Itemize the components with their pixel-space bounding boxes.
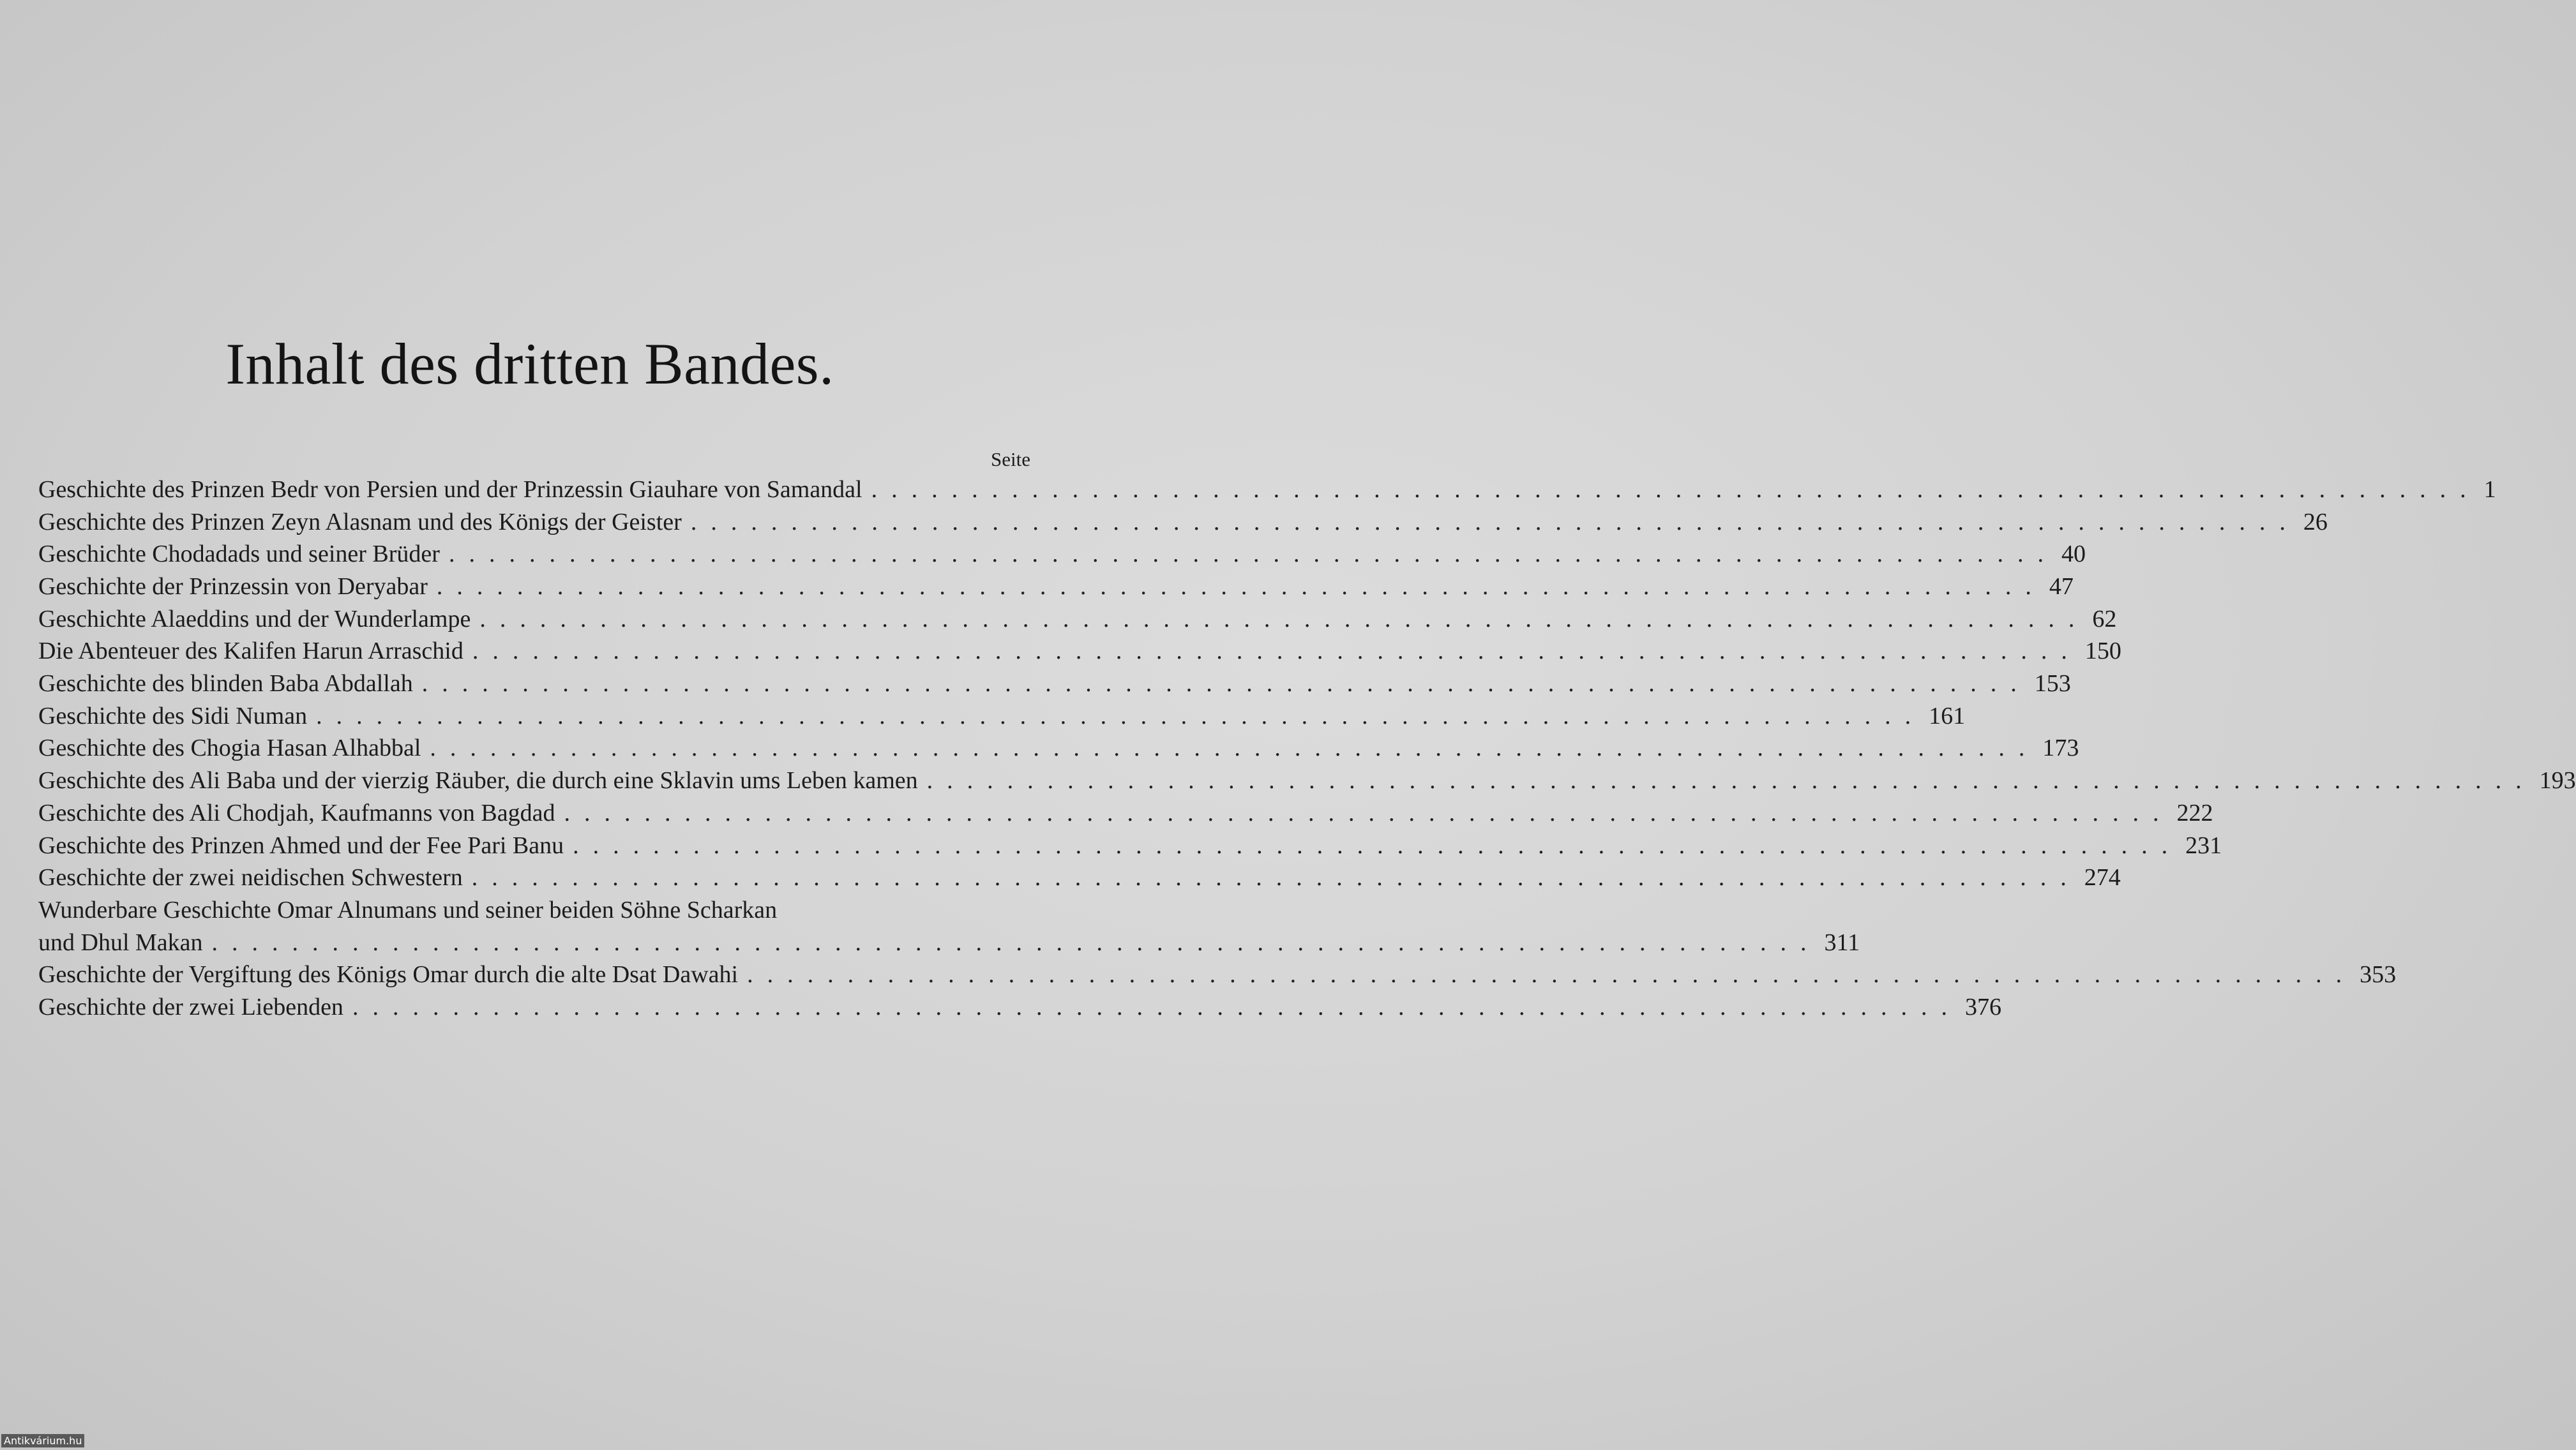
toc-entry bbox=[38, 733, 2079, 765]
toc-entry bbox=[38, 797, 2213, 830]
toc-entry-title: Geschichte des Prinzen Bedr von Persien und der Prinzessin Giauhare von Samandal bbox=[38, 475, 862, 503]
toc-entry bbox=[38, 862, 2121, 894]
dot-leader: ................................................................................ bbox=[479, 605, 2089, 632]
toc-entry-title: und Dhul Makan bbox=[38, 929, 203, 956]
toc-entry bbox=[38, 635, 2121, 668]
toc-entry-title: Geschichte Chodadads und seiner Brüder bbox=[38, 541, 440, 568]
toc-entry-page-number: 193 bbox=[2539, 767, 2576, 795]
toc-entry-page-number: 40 bbox=[2061, 541, 2086, 568]
toc-entry-page-number: 274 bbox=[2084, 864, 2121, 892]
toc-entry bbox=[38, 538, 2086, 571]
dot-leader: ................................................................................ bbox=[352, 993, 1961, 1020]
toc-entry bbox=[38, 506, 2328, 539]
toc-entry-page-number: 1 bbox=[2483, 475, 2496, 503]
toc-entry-page-number: 376 bbox=[1964, 993, 2001, 1020]
toc-entry-title: Geschichte der Vergiftung des Königs Omar durch die alte Dsat Dawahi bbox=[38, 961, 739, 989]
toc-entry bbox=[38, 700, 1966, 733]
toc-entry-page-number: 222 bbox=[2176, 799, 2213, 826]
toc-entry-title: Die Abenteuer des Kalifen Harun Arraschid bbox=[38, 638, 463, 665]
toc-entry-title: Geschichte des blinden Baba Abdallah bbox=[38, 670, 413, 698]
dot-leader: ................................................................................ bbox=[421, 670, 2031, 698]
toc-entry-title: Geschichte des Prinzen Zeyn Alasnam und des Königs der Geister bbox=[38, 508, 682, 535]
toc-entry-page-number: 26 bbox=[2303, 508, 2328, 535]
toc-entry-page-number: 47 bbox=[2049, 573, 2074, 601]
dot-leader: ................................................................................ bbox=[564, 799, 2173, 826]
dot-leader: ................................................................................ bbox=[926, 767, 2536, 795]
toc-entry bbox=[38, 959, 2397, 991]
toc-entry bbox=[38, 571, 2074, 603]
toc-entry-page-number: 62 bbox=[2092, 605, 2117, 632]
toc-entry bbox=[38, 830, 2222, 862]
toc-entry-page-number: 161 bbox=[1929, 702, 1966, 729]
toc-entry bbox=[38, 991, 2001, 1024]
dot-leader: ................................................................................ bbox=[471, 864, 2081, 892]
dot-leader: ................................................................................ bbox=[211, 929, 1821, 956]
toc-entry-line bbox=[38, 894, 1030, 927]
dot-leader: ................................................................................ bbox=[436, 573, 2045, 601]
dot-leader: ................................................................................ bbox=[573, 832, 2182, 859]
watermark: Antikvárium.hu bbox=[1, 1434, 84, 1447]
toc-entry-page-number: 153 bbox=[2034, 670, 2071, 698]
toc-entry-title: Geschichte des Ali Baba und der vierzig Räuber, die durch eine Sklavin ums Leben kamen bbox=[38, 767, 918, 795]
dot-leader: ................................................................................ bbox=[747, 961, 2356, 989]
toc-entry-title: Geschichte Alaeddins und der Wunderlampe bbox=[38, 605, 471, 632]
toc-entry-title: Geschichte des Prinzen Ahmed und der Fee Pari Banu bbox=[38, 832, 564, 859]
table-of-contents bbox=[38, 474, 2576, 1024]
toc-entry-title: Geschichte der Prinzessin von Deryabar bbox=[38, 573, 428, 601]
toc-entry-title: Geschichte des Sidi Numan bbox=[38, 702, 308, 729]
dot-leader: ................................................................................ bbox=[472, 638, 2081, 665]
toc-entry-page-number: 353 bbox=[2360, 961, 2397, 989]
toc-entry bbox=[38, 927, 1860, 959]
toc-entry bbox=[38, 474, 2496, 506]
toc-entry-page-number: 231 bbox=[2185, 832, 2222, 859]
dot-leader: ................................................................................ bbox=[690, 508, 2300, 535]
toc-entry bbox=[38, 668, 2071, 700]
toc-entry-title: Wunderbare Geschichte Omar Alnumans und seiner beiden Söhne Scharkan bbox=[38, 896, 778, 923]
dot-leader: ................................................................................ bbox=[448, 541, 2058, 568]
page-title: Inhalt des dritten Bandes. bbox=[225, 331, 834, 396]
toc-entry-page-number: 311 bbox=[1824, 929, 1860, 956]
dot-leader: ................................................................................ bbox=[430, 735, 2039, 762]
toc-entry-title: Geschichte der zwei neidischen Schwestern bbox=[38, 864, 463, 892]
toc-entry bbox=[38, 603, 2117, 636]
toc-entry-page-number: 173 bbox=[2042, 735, 2079, 762]
toc-entry-title: Geschichte der zwei Liebenden bbox=[38, 993, 343, 1020]
toc-entry-page-number: 150 bbox=[2084, 638, 2121, 665]
toc-entry-title: Geschichte des Chogia Hasan Alhabbal bbox=[38, 735, 421, 762]
dot-leader: ................................................................................ bbox=[871, 475, 2480, 503]
page-column-header: Seite bbox=[991, 448, 1030, 470]
toc-entry bbox=[38, 765, 2576, 797]
toc-entry-title: Geschichte des Ali Chodjah, Kaufmanns von Bagdad bbox=[38, 799, 555, 826]
dot-leader: ................................................................................ bbox=[316, 702, 1925, 729]
